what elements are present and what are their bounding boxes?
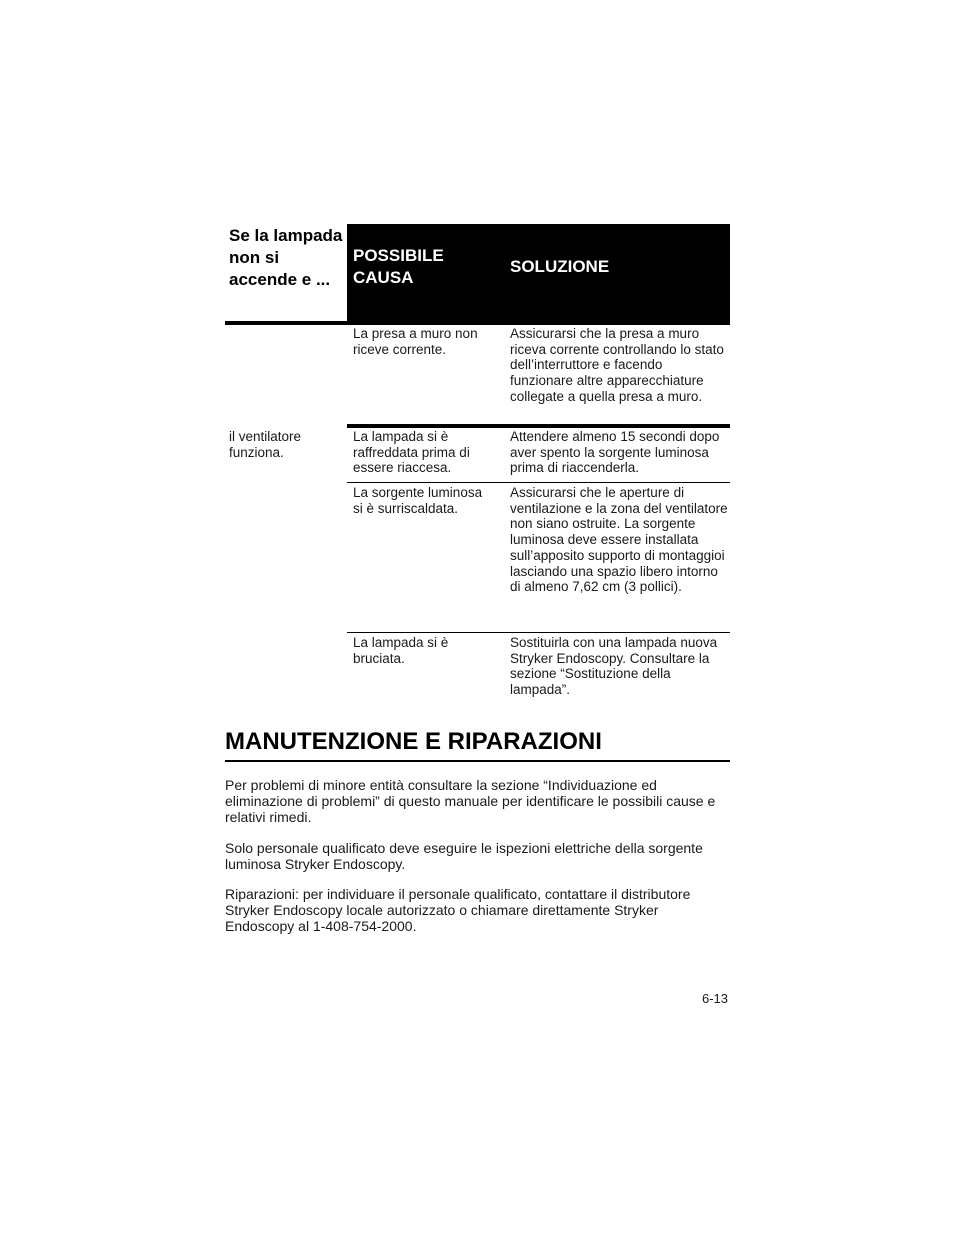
solution-cell-4: Sostituirla con una lampada nuova Stryker Endoscopy. Consultare la sezione “Sostituzione della lampada”. xyxy=(510,635,718,698)
cause-cell-3: La sorgente luminosa si è surriscaldata. xyxy=(353,485,483,516)
page-number: 6-13 xyxy=(701,991,728,1006)
section-rule xyxy=(225,760,730,762)
cause-cell-1: La presa a muro non riceve corrente. xyxy=(353,326,478,357)
row-divider xyxy=(347,482,730,483)
cause-cell-2: La lampada si è raffreddata prima di essere riaccesa. xyxy=(353,429,470,476)
cause-cell-4: La lampada si è bruciata. xyxy=(353,635,449,666)
condition-header-rule xyxy=(225,321,347,325)
solution-cell-1: Assicurarsi che la presa a muro riceva corrente controllando lo stato dell’interruttore e facendo funzionare altre apparecchiature collegate a quella presa a muro. xyxy=(510,326,724,404)
paragraph-3: Riparazioni: per individuare il personale qualificato, contattare il distributore Stryker Endoscopy locale autorizzato o chiamare direttamente Stryker Endoscopy al 1-408-754-2000. xyxy=(225,886,691,934)
row-divider xyxy=(347,632,730,633)
paragraph-1: Per problemi di minore entità consultare la sezione “Individuazione ed eliminazione di problemi” di questo manuale per identificare le possibili cause e relativi rimedi. xyxy=(225,777,716,825)
paragraph-2: Solo personale qualificato deve eseguire le ispezioni elettriche della sorgente luminosa Stryker Endoscopy. xyxy=(225,840,703,872)
section-title: MANUTENZIONE E RIPARAZIONI xyxy=(225,728,602,755)
solution-cell-3: Assicurarsi che le aperture di ventilazione e la zona del ventilatore non siano ostruite. La sorgente luminosa deve essere installata sull’apposito supporto di montaggioi lasciando una spazio libero intorno di almeno 7,62 cm (3 pollici). xyxy=(510,485,728,595)
condition-cell-2: il ventilatore funziona. xyxy=(229,429,302,460)
condition-header: Se la lampada non si accende e ... xyxy=(229,226,343,289)
cause-header: POSSIBILE CAUSA xyxy=(353,246,444,287)
solution-header: SOLUZIONE xyxy=(510,257,610,276)
group-divider xyxy=(347,424,730,428)
solution-cell-2: Attendere almeno 15 secondi dopo aver spento la sorgente luminosa prima di riaccenderla. xyxy=(510,429,720,476)
